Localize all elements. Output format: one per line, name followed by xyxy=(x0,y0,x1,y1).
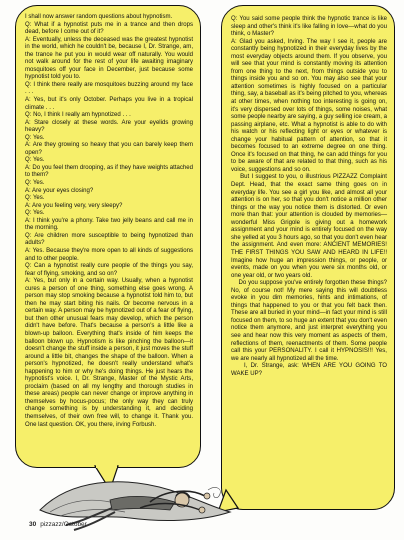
page-number: 30 xyxy=(29,521,37,528)
magazine-issue: pizzazz/October xyxy=(40,521,87,528)
left-bubble-text: I shall now answer random questions about hypnotism. Q: What if a hypnotist puts me in a trance and then drops dead, before I come out of it? A: Eventually, unless the deceased was the greatest hypnotist in the world, which he couldn't be, because I, Dr. Strange, am, the trance he put you in would wear off naturally. You would not walk around for the rest of your life awaiting imaginary mosquitoes off your face in December, just because some hypnotist told you to. Q: I think there really are mosquitoes buzzing around my face . . . A: Yes, but it's only October. Perhaps you live in a tropical climate . . . Q: No, I think I really am hypnotized . . . A: Stare closely at these words. Are your eyelids growing heavy? Q: Yes. A: Are they growing so heavy that you can barely keep them open? Q: Yes. A: Do you feel them drooping, as if they have weights attached to them? Q: Yes. A: Are your eyes closing? Q: Yes. A: Are you feeling very, very sleepy? Q: Yes. A: I think you're a phony. Take two jelly beans and call me in the morning. Q: Are children more susceptible to being hypnotized than adults? A: Yes. Because they're more open to all kinds of suggestions and to other people. Q: Can a hypnotist really cure people of the things you say, fear of flying, smoking, and so on? A: Yes, but only in a certain way. Usually, when a hypnotist cures a person of one thing, something else goes wrong. A person may stop smoking because a hypnotist told him to, but then he may start biting his nails. Or become nervous in a certain way. A person may be hypnotized out of a fear of flying, but then other unusual fears may develop, which the person didn't have before. That's because a person's a little like a blown-up balloon. Everything that's inside of him keeps the balloon blown up. Hypnotism is like pinching the balloon—it doesn't change the stuff inside a person, it just moves the stuff around a little bit, changes the shape of the balloon. When a person's hypnotized, he doesn't really understand what's happening to him or why he's doing things. He just hears the hypnotist's voice. I, Dr. Strange, Master of the Mystic Arts, proclaim (based on all my lengthy and thorough studies in these areas) people can never change or improve anything in themselves by hocus-pocus; the only way they can truly change something is by understanding it, and deciding themselves, of their own free will, to change it. Thank you. One last question. OK, you there, irving Forbush. xyxy=(25,14,193,428)
left-speech-bubble xyxy=(15,5,201,468)
page-footer xyxy=(29,521,87,528)
right-bubble-text: Q: You said some people think the hypnotic trance is like sleep and other's think it's like falling in love—what do you think, o Master? A: Glad you asked, Irving. The way I see it, people are constantly being hypnotized in their everyday lives by the most everyday objects around them. If you observe, you will see that your mind is constantly moving its attention from one thing to the next, from things outside you to things inside you and so on. You may also see that your attention sometimes is highly focused on a particular thing, say, a baseball as it's being pitched to you, whereas at other times, when nothing too interesting is going on, it's very dispersed over lots of things, some noises, what some people nearby are saying, a guy selling ice cream, a passing airplane, etc. What a hypnotist is able to do with his watch or his reflecting light or eyes or whatever is change your habitual pattern of attention, so that it becomes focused to an extreme degree on one thing. Once it's focused on that thing, he can add things for you to be aware of that are related to that thing, such as his voice, suggestions and so on. But I suggest to you, o illustrious PIZZAZZ Complaint Dept. Head, that the exact same thing goes on in everyday life. You see a girl you like, and almost all your attention is on her, so that you don't notice a million other things or the way you notice them is distorted. Or even more than that: your attention is clouded by memories—wonderful Miss Grigole is giving out a homework assignment and your mind is entirely focused on the way she yelled at you 3 hours ago, so that you don't even hear the assignment. And even more: ANCIENT MEMORIES! THE FIRST THINGS YOU SAW AND HEARD IN LIFE!! Imagine how huge an impression things, or people, or events, made on you when you were six months old, or one year old, or two years old. Do you suppose you've entirely forgotten these things? No, of course not! My mere saying this will doubtless evoke in you dim memories, hints and intimations, of things that happened to you or that you felt back then. These are all buried in your mind—in fact your mind is still focused on them, to so huge an extent that you don't even notice them anymore, and just interpret everything you see and hear now this very moment as aspects of them, reflections of them, reenactments of them. Some people call this your PERSONALITY. I call it HYPNOSIS!!! Yes, we are nearly all hypnotized all the time. I, Dr. Strange, ask: WHEN ARE YOU GOING TO WAKE UP? xyxy=(231,16,387,377)
